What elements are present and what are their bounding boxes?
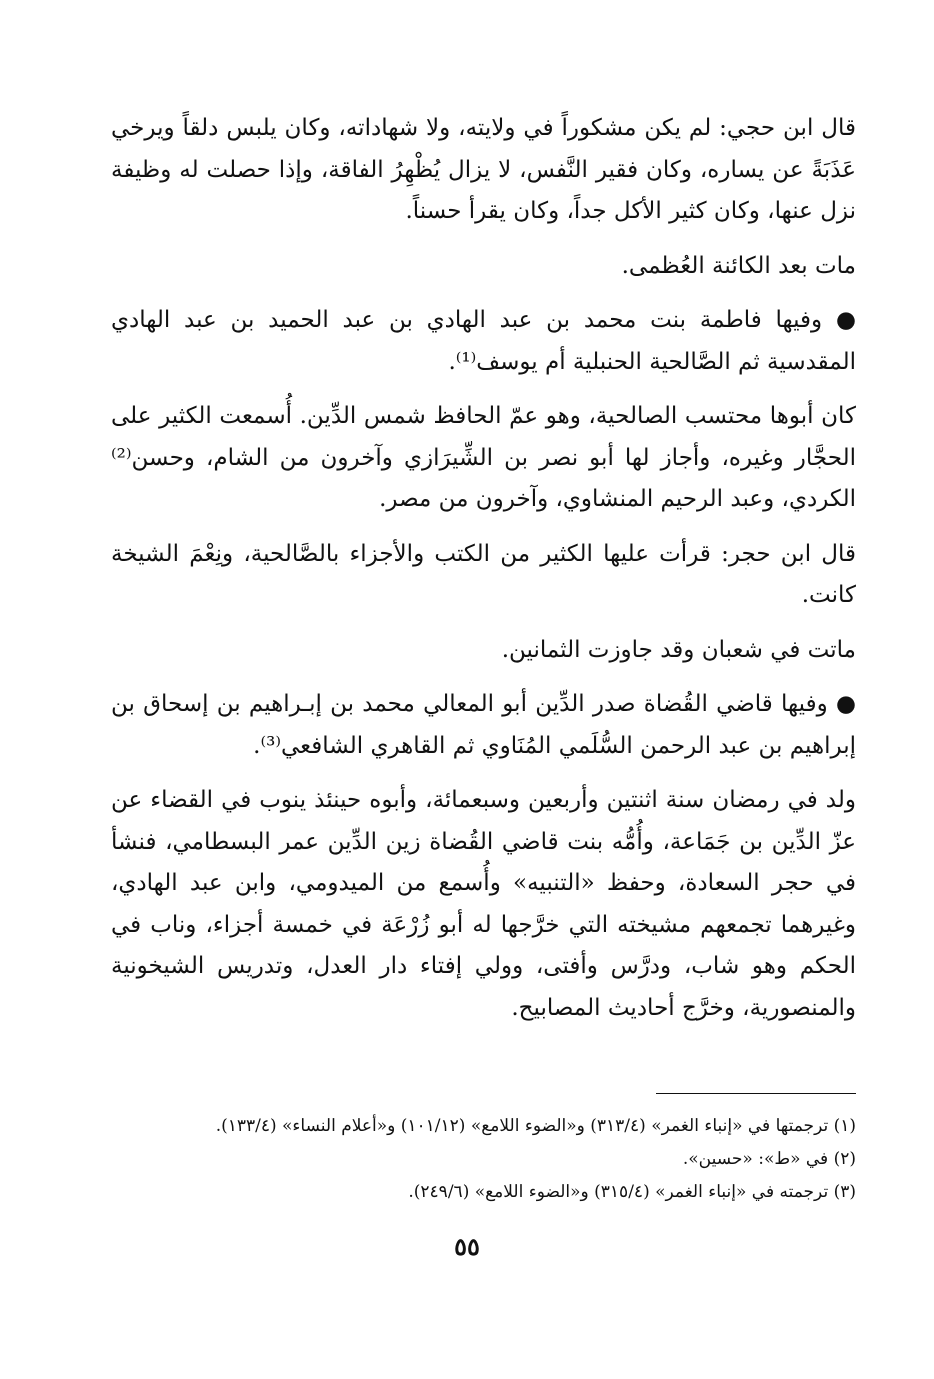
entry-sadr-al-din: ● وفيها قاضي القُضاة صدر الدِّين أبو المعالي محمد بن إبـراهيم بن إسحاق بن إبراهيم بن عبد الرحمن السُّلَمي المُنَاوي ثم القاهري الشافعي⁽³⁾.: [111, 691, 856, 759]
footnote-2: (٢) في «ط»: «حسين».: [682, 1149, 856, 1169]
entry-fatima: ● وفيها فاطمة بنت محمد بن عبد الهادي بن عبد الحميد بن عبد الهادي المقدسية ثم الصَّالحية الحنبلية أم يوسف⁽¹⁾.: [111, 307, 856, 375]
footnote-divider: [656, 1093, 856, 1094]
paragraph-fatima-death: ماتت في شعبان وقد جاوزت الثمانين.: [501, 636, 856, 663]
page-number: ٥٥: [454, 1232, 480, 1261]
paragraph-death-note: مات بعد الكائنة العُظمى.: [621, 252, 856, 279]
paragraph-ibn-hijji: قال ابن حجي: لم يكن مشكوراً في ولايته، ولا شهاداته، وكان يلبس دلقاً ويرخي عَذَبَةً عن يساره، وكان فقير النَّفس، لا يزال يُظْهِرُ الفاقة، وإذا حصلت له وظيفة نزل عنها، وكان كثير الأكل جداً، وكان يقرأ حسناً.: [111, 115, 856, 224]
paragraph-sadr-al-din-bio: ولد في رمضان سنة اثنتين وأربعين وسبعمائة، وأبوه حينئذ ينوب في القضاء عن عزّ الدِّين بن جَمَاعة، وأُمُّه بنت قاضي القُضاة زين الدِّين عمر البسطامي، فنشأ في حجر السعادة، وحفظ «التنبيه» وأُسمع من الميدومي، وابن عبد الهادي، وغيرهما تجمعهم مشيخته التي خرَّجها له أبو زُرْعَة في خمسة أجزاء، وناب في الحكم وهو شاب، ودرَّس وأفتى، وولي إفتاء دار العدل، وتدريس الشيخونية والمنصورية، وخرَّج أحاديث المصابيح.: [111, 787, 856, 1021]
footnotes: [111, 1110, 856, 1209]
paragraph-ibn-hajar: قال ابن حجر: قرأت عليها الكثير من الكتب والأجزاء بالصَّالحية، ونِعْمَ الشيخة كانت.: [111, 540, 856, 608]
main-text: [111, 108, 856, 1042]
footnote-1: (١) ترجمتها في «إنباء الغمر» (٣١٣/٤) و«الضوء اللامع» (١٠١/١٢) و«أعلام النساء» (١٣٣/٤).: [215, 1116, 856, 1136]
paragraph-fatima-bio: كان أبوها محتسب الصالحية، وهو عمّ الحافظ شمس الدِّين. أُسمعت الكثير على الحجَّار وغيره، وأجاز لها أبو نصر بن الشِّيرَازي وآخرون من الشام، وحسن⁽²⁾ الكردي، وعبد الرحيم المنشاوي، وآخرون من مصر.: [111, 403, 856, 512]
footnote-3: (٣) ترجمته في «إنباء الغمر» (٣١٥/٤) و«الضوء اللامع» (٢٤٩/٦).: [408, 1182, 856, 1202]
